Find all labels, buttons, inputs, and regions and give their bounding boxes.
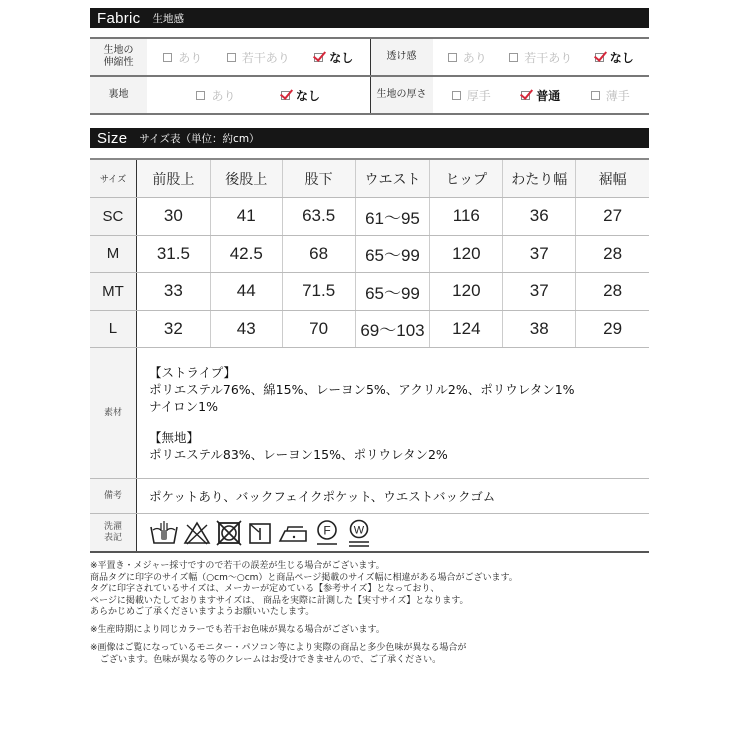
wet-clean-w-icon xyxy=(345,518,373,548)
cell: 38 xyxy=(503,311,576,348)
cell: 71.5 xyxy=(283,273,356,310)
stretch-label-line1: 生地の xyxy=(103,45,134,56)
checkbox-empty-icon xyxy=(591,91,600,100)
transparency-cell xyxy=(370,39,650,75)
thickness-cell xyxy=(370,77,650,113)
table-row xyxy=(90,198,649,236)
thickness-label: 生地の厚さ xyxy=(371,77,433,113)
stretch-option-none xyxy=(314,49,353,66)
option-label: 普通 xyxy=(536,88,561,103)
option-label: あり xyxy=(462,50,487,65)
wash-row xyxy=(90,514,649,553)
checkbox-empty-icon xyxy=(163,53,172,62)
transparency-label: 透け感 xyxy=(371,39,433,75)
stretch-label xyxy=(90,39,147,75)
footnote-line: ページに掲載いたしておりますサイズは、 商品を実際に計測した【実寸サイズ】となります。 xyxy=(90,595,469,606)
lining-label: 裏地 xyxy=(90,77,147,113)
material-plain-heading: 【無地】 xyxy=(149,429,200,445)
notes-text: ポケットあり、バックフェイクポケット、ウエストバックゴム xyxy=(149,488,496,504)
line-dry-shade-icon xyxy=(247,519,273,547)
cell: 30 xyxy=(137,198,211,235)
fabric-title-jp: 生地感 xyxy=(152,12,184,25)
size-title-en: Size xyxy=(97,129,128,147)
material-row xyxy=(90,348,649,479)
footnote-line: 商品タグに印字のサイズ幅（○cm～○cm）と商品ページ掲載のサイズ幅に相違がある場合がございます。 xyxy=(90,572,518,583)
cell: 70 xyxy=(283,311,356,348)
stretch-options xyxy=(147,39,370,75)
svg-text:W: W xyxy=(353,524,365,536)
iron-low-icon xyxy=(277,519,309,547)
checkbox-empty-icon xyxy=(227,53,236,62)
cell: 65～99 xyxy=(356,273,431,310)
cell: 61～95 xyxy=(356,198,431,235)
lining-options xyxy=(147,77,370,113)
header-inseam: 股下 xyxy=(283,160,356,197)
footnotes-measurement xyxy=(90,561,650,619)
lining-cell xyxy=(90,77,370,113)
size-title-jp: サイズ表（単位：約cm） xyxy=(139,132,260,145)
cell: 63.5 xyxy=(283,198,356,235)
checkbox-empty-icon xyxy=(452,91,461,100)
table-row xyxy=(90,236,649,274)
material-stripe-composition-cont: ナイロン1% xyxy=(149,398,218,414)
footnote-line: ございます。色味が異なる等のクレームはお受けできませんので、ご了承ください。 xyxy=(100,654,442,665)
cell: 31.5 xyxy=(137,236,211,273)
cell: 116 xyxy=(430,198,503,235)
option-label: 若干あり xyxy=(524,50,573,65)
option-label: あり xyxy=(211,88,236,103)
svg-text:F: F xyxy=(323,523,331,537)
option-label: あり xyxy=(178,50,203,65)
option-label: なし xyxy=(609,50,634,65)
footnote-line: タグに印字されているサイズは、メーカーが定めている【参考サイズ】となっており、 xyxy=(90,584,440,594)
cell: 28 xyxy=(603,281,623,301)
thickness-option-thin xyxy=(591,87,630,104)
cell: 41 xyxy=(211,198,283,235)
notes-label: 備考 xyxy=(90,479,137,513)
size-label: L xyxy=(90,311,137,348)
header-hip: ヒップ xyxy=(430,160,503,197)
option-label: 薄手 xyxy=(605,88,630,103)
checkbox-checked-icon xyxy=(521,91,530,100)
fabric-table xyxy=(90,37,649,115)
stretch-option-slight xyxy=(227,49,290,66)
cell: 124 xyxy=(430,311,503,348)
transparency-option-yes xyxy=(448,49,487,66)
cell: 29 xyxy=(603,318,623,338)
table-row xyxy=(90,273,649,311)
checkbox-empty-icon xyxy=(509,53,518,62)
checkbox-checked-icon xyxy=(314,53,323,62)
checkbox-empty-icon xyxy=(196,91,205,100)
cell: 68 xyxy=(283,236,356,273)
header-waist: ウエスト xyxy=(356,160,431,197)
material-stripe-composition: ポリエステル76%、綿15%、レーヨン5%、アクリル2%、ポリウレタン1% xyxy=(149,381,575,397)
footnote-line: あらかじめご了承くださいますようお願いいたします。 xyxy=(90,607,315,617)
wash-label-line1: 洗濯 xyxy=(103,521,122,532)
cell: 37 xyxy=(503,273,576,310)
option-label: 若干あり xyxy=(241,50,290,65)
size-label: MT xyxy=(90,273,137,310)
lining-option-yes xyxy=(196,87,235,104)
lining-option-none xyxy=(281,87,320,104)
no-tumble-dry-icon xyxy=(215,519,243,547)
size-label: SC xyxy=(90,198,137,235)
thickness-option-normal xyxy=(521,87,560,104)
notes-row xyxy=(90,479,649,514)
cell: 27 xyxy=(603,206,623,226)
transparency-options xyxy=(433,39,650,75)
fabric-row-stretch-transparency xyxy=(90,39,649,77)
header-front-rise: 前股上 xyxy=(137,160,211,197)
fabric-row-lining-thickness xyxy=(90,77,649,115)
no-bleach-icon xyxy=(183,519,211,547)
size-table-header xyxy=(90,160,649,198)
material-content xyxy=(137,348,649,478)
wash-label-line2: 表記 xyxy=(103,532,122,543)
cell: 120 xyxy=(430,273,503,310)
option-label: 厚手 xyxy=(466,88,491,103)
footnote-line: ※生産時期により同じカラーでも若干お色味が異なる場合がございます。 xyxy=(90,625,385,635)
wash-label xyxy=(90,514,137,551)
stretch-label-line2: 伸縮性 xyxy=(103,57,134,68)
cell: 33 xyxy=(137,273,211,310)
material-stripe-heading: 【ストライプ】 xyxy=(149,364,236,380)
cell: 37 xyxy=(503,236,576,273)
header-back-rise: 後股上 xyxy=(211,160,283,197)
transparency-option-slight xyxy=(509,49,572,66)
table-row xyxy=(90,311,649,349)
cell: 28 xyxy=(603,243,623,263)
cell: 43 xyxy=(211,311,283,348)
wash-symbols xyxy=(137,514,649,551)
checkbox-empty-icon xyxy=(448,53,457,62)
stretch-option-yes xyxy=(163,49,202,66)
cell: 65～99 xyxy=(356,236,431,273)
header-size: サイズ xyxy=(90,160,137,197)
fabric-section-header xyxy=(90,8,649,28)
cell: 32 xyxy=(137,311,211,348)
cell: 69～103 xyxy=(356,311,431,348)
cell: 36 xyxy=(503,198,576,235)
option-label: なし xyxy=(329,50,354,65)
transparency-option-none xyxy=(595,49,634,66)
checkbox-checked-icon xyxy=(281,91,290,100)
footnotes-color xyxy=(90,625,650,637)
thickness-options xyxy=(433,77,650,113)
checkbox-checked-icon xyxy=(595,53,604,62)
cell: 44 xyxy=(211,273,283,310)
thickness-option-thick xyxy=(452,87,491,104)
dry-clean-f-icon xyxy=(313,518,341,548)
material-plain-composition: ポリエステル83%、レーヨン15%、ポリウレタン2% xyxy=(149,446,448,462)
header-hem: 裾幅 xyxy=(576,160,649,197)
size-table xyxy=(90,158,649,553)
material-label: 素材 xyxy=(90,348,137,478)
size-section-header xyxy=(90,128,649,148)
size-label: M xyxy=(90,236,137,273)
footnote-line: ※画像はご覧になっているモニター・パソコン等により実際の商品と多少色味が異なる場合が xyxy=(90,643,467,653)
fabric-title-en: Fabric xyxy=(97,9,141,27)
cell: 42.5 xyxy=(211,236,283,273)
option-label: なし xyxy=(295,88,320,103)
footnote-line: ※平置き・メジャー採寸ですので若干の誤差が生じる場合がございます。 xyxy=(90,561,385,571)
cell: 120 xyxy=(430,236,503,273)
footnotes-monitor xyxy=(90,643,650,666)
stretch-cell xyxy=(90,39,370,75)
header-thigh: わたり幅 xyxy=(503,160,576,197)
hand-wash-icon xyxy=(149,519,179,547)
spacer xyxy=(149,415,649,429)
